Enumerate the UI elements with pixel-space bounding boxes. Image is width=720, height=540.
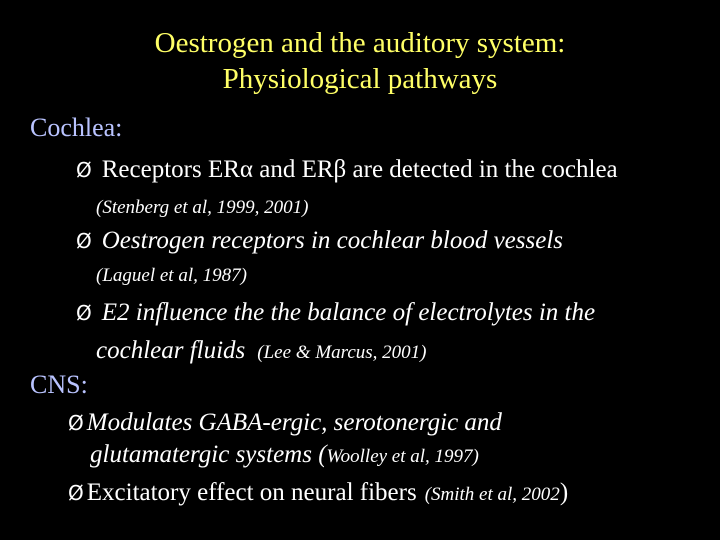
- closing-paren: ): [559, 479, 569, 506]
- bullet-text: Modulates GABA-ergic, serotonergic and: [86, 409, 502, 436]
- bullet-continuation: [90, 440, 479, 470]
- arrow-bullet-icon: Ø: [76, 301, 92, 325]
- bullet-reference: (Laguel et al, 1987): [96, 265, 247, 286]
- bullet-text-continued: cochlear fluids: [96, 337, 246, 364]
- bullet-excitatory: [68, 478, 568, 508]
- bullet-text: E2 influence the the balance of electrolytes in the: [101, 299, 596, 326]
- bullet-reference: (Smith et al, 2002: [424, 484, 560, 505]
- bullet-text: Excitatory effect on neural fibers: [86, 479, 417, 506]
- bullet-reference: (Lee & Marcus, 2001): [257, 342, 427, 363]
- arrow-bullet-icon: Ø: [76, 229, 92, 253]
- bullet-text: Oestrogen receptors in cochlear blood vessels: [101, 227, 563, 254]
- section-heading-cns: CNS:: [30, 370, 88, 399]
- bullet-text: Receptors ERα and ERβ are detected in the cochlea: [101, 156, 618, 183]
- arrow-bullet-icon: Ø: [76, 158, 92, 182]
- bullet-modulates: [68, 408, 502, 438]
- bullet-oestrogen-receptors: [76, 226, 563, 256]
- bullet-text-continued: glutamatergic systems (: [90, 441, 327, 468]
- bullet-reference: Woolley et al, 1997): [326, 446, 479, 467]
- bullet-e2-influence: [76, 298, 595, 328]
- slide-title-line-2: Physiological pathways: [222, 63, 498, 95]
- section-heading-cochlea: Cochlea:: [30, 113, 123, 142]
- slide-title-line-1: Oestrogen and the auditory system:: [154, 27, 566, 59]
- arrow-bullet-icon: Ø: [68, 481, 84, 505]
- bullet-reference: (Stenberg et al, 1999, 2001): [96, 197, 309, 218]
- arrow-bullet-icon: Ø: [68, 411, 84, 435]
- bullet-receptors: [76, 155, 618, 185]
- bullet-continuation: [96, 336, 427, 366]
